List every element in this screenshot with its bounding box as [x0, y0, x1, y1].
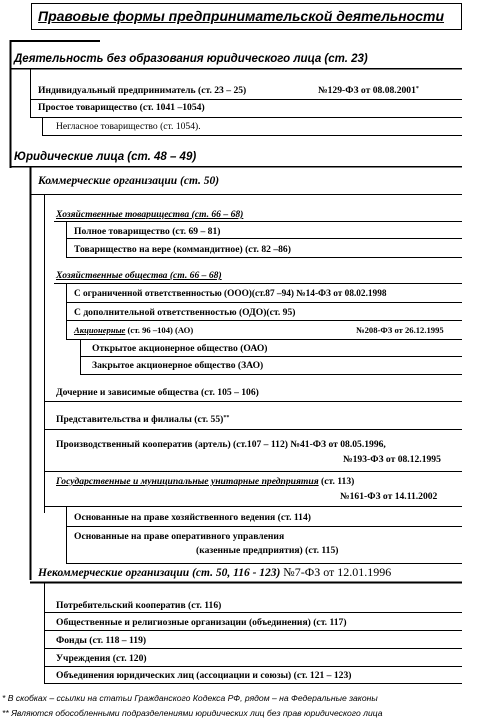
- node-institutions: Учреждения (ст. 120): [56, 653, 147, 664]
- unitary-articles: (ст. 113): [321, 476, 355, 487]
- law-individual-entrepreneur: №129-ФЗ от 08.08.2001*: [318, 85, 419, 96]
- footnote-mark-2: **: [223, 415, 230, 421]
- node-business-partnerships: Хозяйственные товарищества (ст. 66 – 68): [56, 209, 244, 220]
- node-associations: Объединения юридических лиц (ассоциации и союзы) (ст. 121 – 123): [56, 670, 352, 681]
- node-alc: С дополнительной ответственностью (ОДО)(ст. 95): [74, 307, 296, 318]
- law-unitary: №161-ФЗ от 14.11.2002: [340, 491, 438, 502]
- node-llc: С ограниченной ответственностью (ООО)(ст.87 –94) №14-ФЗ от 08.02.1998: [74, 289, 387, 299]
- section-no-legal-entity: Деятельность без образования юридического лица (ст. 23): [14, 53, 368, 65]
- node-individual-entrepreneur: Индивидуальный предприниматель (ст. 23 – 25): [38, 85, 247, 96]
- jsc-articles: (ст. 96 –104) (АО): [127, 325, 194, 335]
- footnote-1: * В скобках – ссылки на статьи Гражданского Кодекса РФ, рядом – на Федеральные законы: [2, 693, 378, 703]
- node-silent-partnership: Негласное товарищество (ст. 1054).: [56, 121, 201, 132]
- law-noncommercial: №7-ФЗ от 12.01.1996: [283, 565, 392, 579]
- node-consumer-coop: Потребительский кооператив (ст. 116): [56, 600, 222, 611]
- node-open-jsc: Открытое акционерное общество (ОАО): [92, 343, 268, 354]
- node-jsc: [74, 326, 193, 335]
- node-commercial-organizations: Коммерческие организации (ст. 50): [38, 175, 220, 187]
- node-business-companies: Хозяйственные общества (ст. 66 – 68): [56, 270, 222, 281]
- node-simple-partnership: Простое товарищество (ст. 1041 –1054): [38, 102, 205, 113]
- law-production-coop: №193-ФЗ от 08.12.1995: [343, 454, 441, 465]
- node-unitary-enterprises: [56, 477, 354, 487]
- node-subsidiaries: Дочерние и зависимые общества (ст. 105 – 106): [56, 387, 259, 398]
- unitary-label: Государственные и муниципальные унитарные предприятия: [56, 476, 319, 487]
- node-operative-management: Основанные на праве оперативного управления: [74, 531, 285, 542]
- node-full-partnership: Полное товарищество (ст. 69 – 81): [74, 226, 221, 237]
- jsc-label: Акционерные: [74, 325, 126, 335]
- footnote-mark: *: [415, 86, 419, 92]
- node-funds: Фонды (ст. 118 – 119): [56, 635, 147, 646]
- node-state-enterprises: (казенные предприятия) (ст. 115): [196, 545, 339, 556]
- section-legal-entities: Юридические лица (ст. 48 – 49): [14, 151, 197, 163]
- node-economic-management: Основанные на праве хозяйственного ведения (ст. 114): [74, 512, 311, 523]
- node-public-religious: Общественные и религиозные организации (объединения) (ст. 117): [56, 617, 347, 628]
- footnote-2: ** Являются обособленными подразделениями юридических лиц без прав юридического лица: [2, 708, 383, 718]
- node-noncommercial-organizations: Некоммерческие организации (ст. 50, 116 - 123) №7-ФЗ от 12.01.1996: [38, 565, 392, 579]
- node-branches: Представительства и филиалы (ст. 55)**: [56, 414, 230, 425]
- diagram-title: Правовые формы предпринимательской деятельности: [38, 8, 445, 24]
- node-production-coop: Производственный кооператив (артель) (ст.107 – 112) №41-ФЗ от 08.05.1996,: [56, 439, 386, 450]
- node-closed-jsc: Закрытое акционерное общество (ЗАО): [92, 360, 264, 371]
- law-jsc: №208-ФЗ от 26.12.1995: [356, 325, 444, 335]
- node-limited-partnership: Товарищество на вере (коммандитное) (ст. 82 –86): [74, 244, 291, 255]
